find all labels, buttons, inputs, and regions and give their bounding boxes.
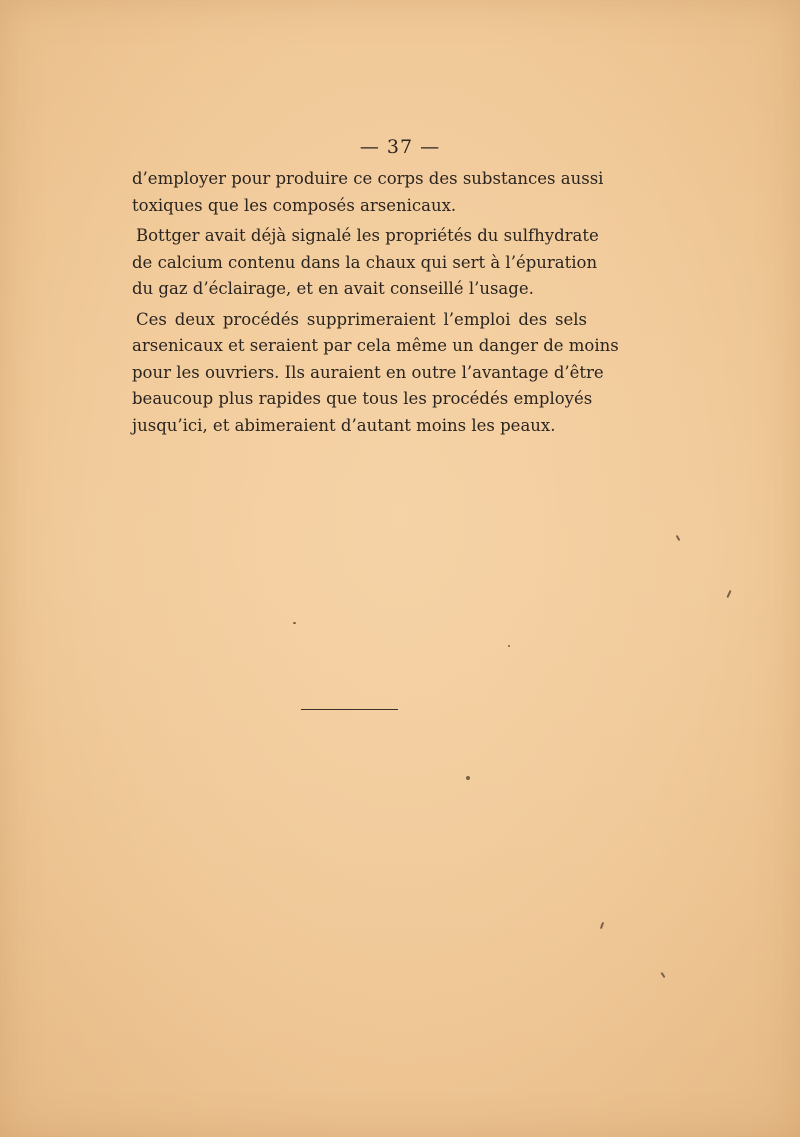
paper-speck [660,972,665,978]
paper-speck [466,776,470,780]
text-line: jusqu’ici, et abimeraient d’autant moins les peaux. [132,415,556,435]
paragraph-1 [132,166,604,219]
paper-speck [600,922,604,929]
text-line: Bottger avait déjà signalé les propriétés du sulfhydrate [136,226,599,245]
paper-speck [726,590,731,598]
text-line: beaucoup plus rapides que tous les procédés employés [132,389,593,408]
text-line: du gaz d’éclairage, et en avait conseillé l’usage. [132,279,534,298]
text-line: toxiques que les composés arsenicaux. [132,195,457,215]
text-line: arsenicaux et seraient par cela même un danger de moins [132,336,619,355]
text-line: de calcium contenu dans la chaux qui sert à l’épuration [132,252,598,272]
text-line: pour les ouvriers. Ils auraient en outre l’avantage d’être [132,362,604,382]
paper-speck [676,535,681,541]
text-line: d’employer pour produire ce corps des substances aussi [132,169,604,188]
paragraph-2 [132,223,599,303]
section-rule [301,709,398,710]
text-line: Ces deux procédés supprimeraient l’emploi des sels [136,309,587,329]
paper-speck [293,622,296,624]
paragraph-3 [132,307,619,440]
body-text [132,166,619,439]
paper-speck [508,645,510,647]
page-number: — 37 — [359,136,441,158]
